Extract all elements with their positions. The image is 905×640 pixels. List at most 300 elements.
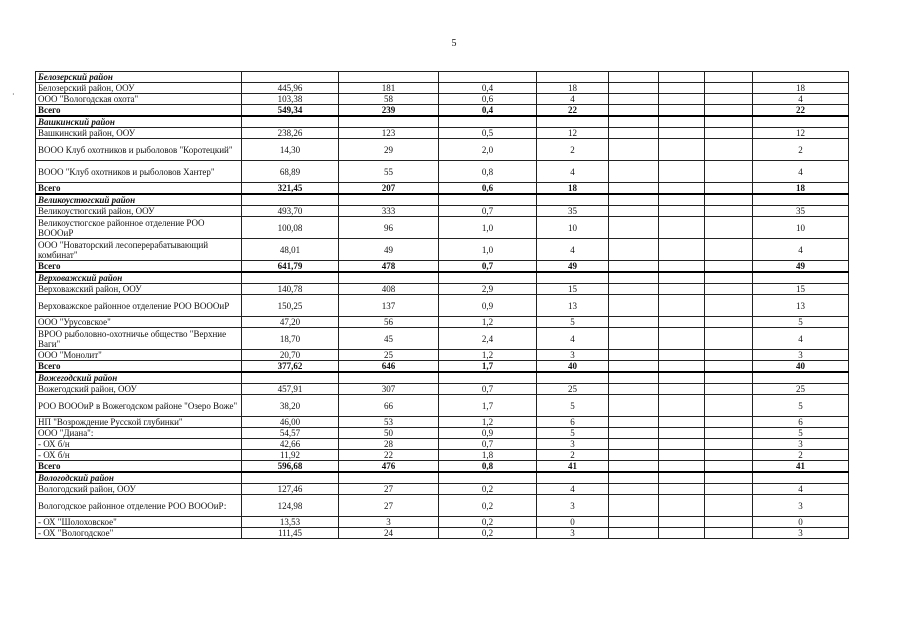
value-cell-6 (659, 161, 705, 183)
name-cell: - ОХ б/н (36, 450, 242, 461)
value-cell-6 (659, 528, 705, 539)
value-cell-8: 5 (753, 395, 849, 417)
value-cell-8: 2 (753, 139, 849, 161)
value-cell-4 (537, 116, 609, 128)
value-cell-3 (439, 472, 537, 484)
value-cell-1: 377,62 (242, 361, 339, 373)
value-cell-6 (659, 361, 705, 373)
value-cell-3: 1,0 (439, 239, 537, 261)
name-cell: ВООО Клуб охотников и рыболовов "Коротецкий" (36, 139, 242, 161)
value-cell-2 (339, 472, 439, 484)
value-cell-4: 2 (537, 139, 609, 161)
value-cell-4: 41 (537, 461, 609, 473)
name-cell: ВРОО рыболовно-охотничье общество "Верхние Ваги" (36, 328, 242, 350)
value-cell-2: 28 (339, 439, 439, 450)
value-cell-1: 111,45 (242, 528, 339, 539)
value-cell-2: 66 (339, 395, 439, 417)
value-cell-6 (659, 206, 705, 217)
value-cell-2 (339, 116, 439, 128)
table-row (36, 517, 849, 528)
value-cell-4: 18 (537, 83, 609, 94)
value-cell-1: 14,30 (242, 139, 339, 161)
value-cell-6 (659, 350, 705, 361)
value-cell-7 (705, 105, 753, 117)
value-cell-6 (659, 317, 705, 328)
name-cell: - ОХ "Вологодское" (36, 528, 242, 539)
hunting-grounds-table (35, 71, 849, 539)
value-cell-1: 13,53 (242, 517, 339, 528)
value-cell-5 (609, 484, 659, 495)
value-cell-5 (609, 372, 659, 384)
name-cell: Великоустюгский район (36, 194, 242, 206)
value-cell-1: 321,45 (242, 183, 339, 195)
value-cell-1: 46,00 (242, 417, 339, 428)
value-cell-8: 5 (753, 317, 849, 328)
value-cell-7 (705, 128, 753, 139)
value-cell-1 (242, 72, 339, 83)
value-cell-2: 49 (339, 239, 439, 261)
value-cell-5 (609, 72, 659, 83)
value-cell-8: 4 (753, 239, 849, 261)
value-cell-8: 5 (753, 428, 849, 439)
name-cell: ООО "Новаторский лесоперерабатывающий комбинат" (36, 239, 242, 261)
value-cell-8: 41 (753, 461, 849, 473)
value-cell-4: 4 (537, 94, 609, 105)
value-cell-3: 0,8 (439, 461, 537, 473)
table-row (36, 428, 849, 439)
value-cell-7 (705, 517, 753, 528)
value-cell-5 (609, 239, 659, 261)
name-cell: Великоустюгское районное отделение РОО ВОООиР (36, 217, 242, 239)
value-cell-3: 0,7 (439, 439, 537, 450)
value-cell-6 (659, 116, 705, 128)
name-cell: НП "Возрождение Русской глубинки" (36, 417, 242, 428)
value-cell-5 (609, 317, 659, 328)
table-row (36, 139, 849, 161)
table-row (36, 284, 849, 295)
value-cell-1: 493,70 (242, 206, 339, 217)
value-cell-6 (659, 139, 705, 161)
value-cell-6 (659, 272, 705, 284)
value-cell-3: 0,9 (439, 295, 537, 317)
value-cell-8: 22 (753, 105, 849, 117)
value-cell-2: 333 (339, 206, 439, 217)
value-cell-2: 646 (339, 361, 439, 373)
value-cell-1: 641,79 (242, 261, 339, 273)
value-cell-8: 0 (753, 517, 849, 528)
value-cell-3: 1,0 (439, 217, 537, 239)
table-row (36, 384, 849, 395)
value-cell-2: 53 (339, 417, 439, 428)
value-cell-5 (609, 417, 659, 428)
value-cell-7 (705, 161, 753, 183)
value-cell-3: 0,7 (439, 261, 537, 273)
value-cell-1: 48,01 (242, 239, 339, 261)
table-row (36, 439, 849, 450)
value-cell-8 (753, 194, 849, 206)
table-row (36, 450, 849, 461)
total-row (36, 461, 849, 473)
total-row (36, 183, 849, 195)
value-cell-5 (609, 350, 659, 361)
value-cell-8 (753, 272, 849, 284)
value-cell-3: 1,7 (439, 395, 537, 417)
value-cell-3: 0,8 (439, 161, 537, 183)
value-cell-2: 478 (339, 261, 439, 273)
value-cell-7 (705, 439, 753, 450)
value-cell-7 (705, 528, 753, 539)
total-row (36, 361, 849, 373)
table-row (36, 83, 849, 94)
name-cell: Верховажский район (36, 272, 242, 284)
value-cell-3: 0,5 (439, 128, 537, 139)
value-cell-5 (609, 517, 659, 528)
value-cell-4: 15 (537, 284, 609, 295)
value-cell-3: 1,2 (439, 317, 537, 328)
value-cell-6 (659, 472, 705, 484)
value-cell-1: 11,92 (242, 450, 339, 461)
value-cell-7 (705, 361, 753, 373)
value-cell-4 (537, 194, 609, 206)
value-cell-7 (705, 217, 753, 239)
value-cell-5 (609, 328, 659, 350)
name-cell: Всего (36, 261, 242, 273)
value-cell-8: 3 (753, 439, 849, 450)
value-cell-7 (705, 495, 753, 517)
value-cell-1 (242, 272, 339, 284)
table-row (36, 128, 849, 139)
value-cell-8: 3 (753, 350, 849, 361)
table-row (36, 206, 849, 217)
value-cell-7 (705, 261, 753, 273)
value-cell-5 (609, 295, 659, 317)
value-cell-1: 100,08 (242, 217, 339, 239)
value-cell-8: 10 (753, 217, 849, 239)
value-cell-7 (705, 472, 753, 484)
value-cell-4 (537, 372, 609, 384)
value-cell-3: 0,2 (439, 484, 537, 495)
district-header-row (36, 372, 849, 384)
value-cell-7 (705, 206, 753, 217)
value-cell-4: 5 (537, 428, 609, 439)
value-cell-6 (659, 284, 705, 295)
value-cell-5 (609, 161, 659, 183)
value-cell-2: 22 (339, 450, 439, 461)
value-cell-6 (659, 461, 705, 473)
value-cell-4: 4 (537, 328, 609, 350)
value-cell-6 (659, 295, 705, 317)
value-cell-1: 68,89 (242, 161, 339, 183)
value-cell-4: 10 (537, 217, 609, 239)
value-cell-1 (242, 472, 339, 484)
value-cell-4: 5 (537, 317, 609, 328)
value-cell-5 (609, 428, 659, 439)
value-cell-2: 29 (339, 139, 439, 161)
table-row (36, 295, 849, 317)
table-row (36, 94, 849, 105)
value-cell-6 (659, 495, 705, 517)
name-cell: Верховажское районное отделение РОО ВОООиР (36, 295, 242, 317)
value-cell-7 (705, 295, 753, 317)
value-cell-1: 238,26 (242, 128, 339, 139)
value-cell-3: 1,2 (439, 350, 537, 361)
value-cell-5 (609, 395, 659, 417)
value-cell-7 (705, 94, 753, 105)
value-cell-7 (705, 417, 753, 428)
total-row (36, 105, 849, 117)
value-cell-6 (659, 105, 705, 117)
value-cell-5 (609, 495, 659, 517)
value-cell-2: 3 (339, 517, 439, 528)
value-cell-1: 445,96 (242, 83, 339, 94)
name-cell: Всего (36, 183, 242, 195)
value-cell-3 (439, 272, 537, 284)
name-cell: - ОХ "Шолоховское" (36, 517, 242, 528)
value-cell-5 (609, 105, 659, 117)
value-cell-2: 50 (339, 428, 439, 439)
value-cell-2: 181 (339, 83, 439, 94)
value-cell-1: 596,68 (242, 461, 339, 473)
district-header-row (36, 194, 849, 206)
name-cell: Всего (36, 105, 242, 117)
value-cell-4: 25 (537, 384, 609, 395)
value-cell-2: 137 (339, 295, 439, 317)
value-cell-7 (705, 139, 753, 161)
value-cell-2: 239 (339, 105, 439, 117)
value-cell-8: 40 (753, 361, 849, 373)
value-cell-1: 47,20 (242, 317, 339, 328)
value-cell-2 (339, 272, 439, 284)
value-cell-7 (705, 239, 753, 261)
value-cell-6 (659, 417, 705, 428)
table-row (36, 328, 849, 350)
value-cell-7 (705, 395, 753, 417)
value-cell-1: 20,70 (242, 350, 339, 361)
value-cell-8: 25 (753, 384, 849, 395)
value-cell-4: 4 (537, 161, 609, 183)
value-cell-2 (339, 194, 439, 206)
name-cell: Всего (36, 461, 242, 473)
value-cell-7 (705, 350, 753, 361)
value-cell-8 (753, 472, 849, 484)
value-cell-6 (659, 261, 705, 273)
value-cell-2: 96 (339, 217, 439, 239)
value-cell-3: 2,9 (439, 284, 537, 295)
value-cell-7 (705, 116, 753, 128)
value-cell-2: 55 (339, 161, 439, 183)
value-cell-3 (439, 116, 537, 128)
value-cell-1: 18,70 (242, 328, 339, 350)
name-cell: Вологодский район (36, 472, 242, 484)
name-cell: ООО "Урусовское" (36, 317, 242, 328)
value-cell-6 (659, 239, 705, 261)
value-cell-6 (659, 395, 705, 417)
value-cell-2 (339, 72, 439, 83)
page-number: 5 (451, 38, 457, 49)
value-cell-8: 12 (753, 128, 849, 139)
value-cell-2: 307 (339, 384, 439, 395)
value-cell-8: 18 (753, 183, 849, 195)
name-cell: Белозерский район (36, 72, 242, 83)
value-cell-6 (659, 428, 705, 439)
value-cell-5 (609, 116, 659, 128)
value-cell-8: 3 (753, 528, 849, 539)
value-cell-4: 49 (537, 261, 609, 273)
district-header-row (36, 472, 849, 484)
table-row (36, 484, 849, 495)
value-cell-1: 457,91 (242, 384, 339, 395)
value-cell-2: 408 (339, 284, 439, 295)
value-cell-7 (705, 72, 753, 83)
value-cell-5 (609, 139, 659, 161)
name-cell: Вашкинский район, ООУ (36, 128, 242, 139)
value-cell-5 (609, 206, 659, 217)
name-cell: ООО "Диана": (36, 428, 242, 439)
value-cell-7 (705, 372, 753, 384)
table-row (36, 317, 849, 328)
value-cell-6 (659, 72, 705, 83)
value-cell-3 (439, 194, 537, 206)
value-cell-8: 6 (753, 417, 849, 428)
value-cell-8: 4 (753, 328, 849, 350)
value-cell-4: 12 (537, 128, 609, 139)
value-cell-7 (705, 484, 753, 495)
value-cell-8: 13 (753, 295, 849, 317)
table-row (36, 217, 849, 239)
table-row (36, 417, 849, 428)
value-cell-3: 0,2 (439, 528, 537, 539)
value-cell-7 (705, 450, 753, 461)
margin-dot: · (12, 90, 15, 99)
name-cell: ВООО "Клуб охотников и рыболовов Хантер" (36, 161, 242, 183)
value-cell-6 (659, 217, 705, 239)
value-cell-7 (705, 183, 753, 195)
district-header-row (36, 272, 849, 284)
value-cell-4: 13 (537, 295, 609, 317)
value-cell-3: 0,6 (439, 183, 537, 195)
table-row (36, 239, 849, 261)
value-cell-2: 207 (339, 183, 439, 195)
value-cell-4: 5 (537, 395, 609, 417)
value-cell-4: 3 (537, 528, 609, 539)
value-cell-8: 4 (753, 484, 849, 495)
value-cell-5 (609, 284, 659, 295)
value-cell-5 (609, 217, 659, 239)
value-cell-5 (609, 128, 659, 139)
name-cell: Вологодское районное отделение РОО ВОООиР: (36, 495, 242, 517)
name-cell: Вашкинский район (36, 116, 242, 128)
name-cell: Вожегодский район (36, 372, 242, 384)
district-header-row (36, 116, 849, 128)
value-cell-5 (609, 183, 659, 195)
value-cell-7 (705, 461, 753, 473)
value-cell-6 (659, 450, 705, 461)
table-row (36, 161, 849, 183)
value-cell-1 (242, 116, 339, 128)
table-row (36, 528, 849, 539)
value-cell-4 (537, 72, 609, 83)
name-cell: ООО "Вологодская охота" (36, 94, 242, 105)
value-cell-3: 2,0 (439, 139, 537, 161)
table-row (36, 395, 849, 417)
value-cell-6 (659, 328, 705, 350)
value-cell-5 (609, 450, 659, 461)
value-cell-3: 0,2 (439, 517, 537, 528)
value-cell-6 (659, 384, 705, 395)
value-cell-6 (659, 94, 705, 105)
value-cell-4: 18 (537, 183, 609, 195)
value-cell-3: 1,7 (439, 361, 537, 373)
value-cell-5 (609, 439, 659, 450)
value-cell-5 (609, 194, 659, 206)
value-cell-3 (439, 372, 537, 384)
value-cell-8: 15 (753, 284, 849, 295)
value-cell-1: 103,38 (242, 94, 339, 105)
value-cell-7 (705, 284, 753, 295)
value-cell-4: 4 (537, 484, 609, 495)
name-cell: Великоустюгский район, ООУ (36, 206, 242, 217)
value-cell-3: 1,8 (439, 450, 537, 461)
name-cell: Вологодский район, ООУ (36, 484, 242, 495)
value-cell-2: 123 (339, 128, 439, 139)
value-cell-8: 35 (753, 206, 849, 217)
value-cell-3: 1,2 (439, 417, 537, 428)
total-row (36, 261, 849, 273)
value-cell-5 (609, 528, 659, 539)
value-cell-4: 4 (537, 239, 609, 261)
value-cell-1: 124,98 (242, 495, 339, 517)
value-cell-3: 0,7 (439, 206, 537, 217)
value-cell-7 (705, 428, 753, 439)
name-cell: Всего (36, 361, 242, 373)
value-cell-4: 40 (537, 361, 609, 373)
value-cell-4 (537, 472, 609, 484)
value-cell-5 (609, 461, 659, 473)
value-cell-2: 24 (339, 528, 439, 539)
value-cell-1: 38,20 (242, 395, 339, 417)
value-cell-2: 56 (339, 317, 439, 328)
value-cell-1 (242, 372, 339, 384)
value-cell-5 (609, 384, 659, 395)
value-cell-4: 22 (537, 105, 609, 117)
value-cell-8: 4 (753, 161, 849, 183)
value-cell-2 (339, 372, 439, 384)
value-cell-7 (705, 83, 753, 94)
value-cell-5 (609, 472, 659, 484)
value-cell-5 (609, 272, 659, 284)
value-cell-3: 2,4 (439, 328, 537, 350)
value-cell-6 (659, 183, 705, 195)
value-cell-4: 35 (537, 206, 609, 217)
value-cell-6 (659, 484, 705, 495)
value-cell-8 (753, 116, 849, 128)
value-cell-4: 6 (537, 417, 609, 428)
value-cell-2: 25 (339, 350, 439, 361)
value-cell-5 (609, 83, 659, 94)
name-cell: ООО "Монолит" (36, 350, 242, 361)
value-cell-1: 140,78 (242, 284, 339, 295)
value-cell-3: 0,6 (439, 94, 537, 105)
value-cell-3: 0,9 (439, 428, 537, 439)
value-cell-2: 45 (339, 328, 439, 350)
value-cell-6 (659, 372, 705, 384)
value-cell-5 (609, 261, 659, 273)
value-cell-5 (609, 361, 659, 373)
value-cell-7 (705, 317, 753, 328)
value-cell-2: 58 (339, 94, 439, 105)
name-cell: - ОХ б/н (36, 439, 242, 450)
district-header-row (36, 72, 849, 83)
